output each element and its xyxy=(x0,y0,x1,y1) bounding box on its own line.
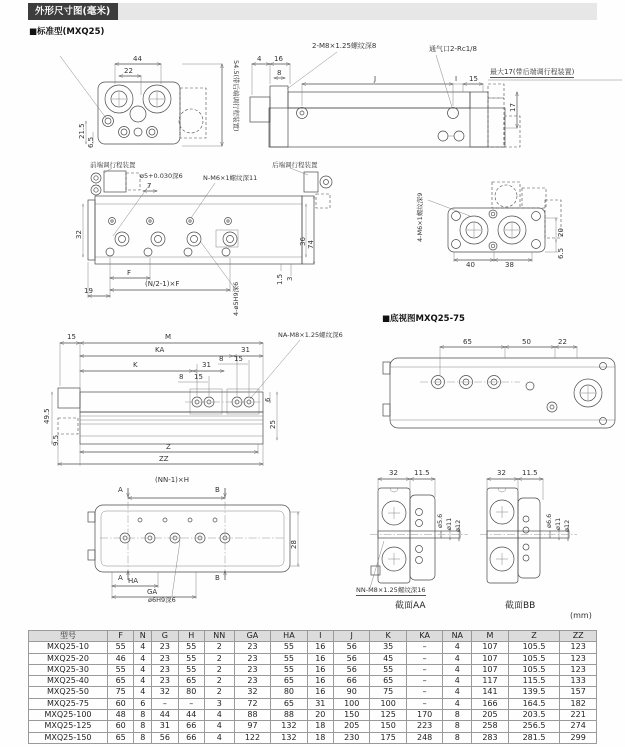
table-cell: 55 xyxy=(370,664,406,675)
table-cell: 3 xyxy=(204,698,234,709)
drawing-body-top-view xyxy=(83,168,332,298)
table-cell: 56 xyxy=(333,642,369,653)
table-cell: 16 xyxy=(307,664,333,675)
table-cell: 4 xyxy=(204,732,234,743)
table-cell: 65 xyxy=(108,732,134,743)
table-cell: 4 xyxy=(443,653,472,664)
caption-section-bb: 截面BB xyxy=(505,601,536,611)
dim-6-5-right: 6.5 xyxy=(557,247,565,259)
drawing-side-view-lower xyxy=(52,340,300,466)
callout-breather-port: 通气口2-Rc1/8 xyxy=(429,45,477,53)
dim-49-5: 49.5 xyxy=(43,408,51,424)
table-cell: 48 xyxy=(108,710,134,721)
table-cell: 65 xyxy=(108,676,134,687)
table-cell: – xyxy=(152,698,178,709)
table-cell: 122 xyxy=(234,732,270,743)
table-cell: 4 xyxy=(443,687,472,698)
table-cell: 133 xyxy=(560,676,597,687)
table-cell: 157 xyxy=(560,687,597,698)
table-row xyxy=(29,664,597,675)
table-cell: 283 xyxy=(472,732,508,743)
dim-19: 19 xyxy=(84,287,93,295)
table-cell: 139.5 xyxy=(508,687,560,698)
table-cell: 107 xyxy=(472,664,508,675)
model-cell: MXQ25-10 xyxy=(29,642,108,653)
column-header: I xyxy=(307,631,333,642)
dim-8-a: 8 xyxy=(219,355,224,363)
dim-32-bb: 32 xyxy=(497,469,506,477)
table-cell: 6 xyxy=(134,698,152,709)
table-cell: 35 xyxy=(370,642,406,653)
table-cell: 55 xyxy=(271,664,307,675)
table-cell: 132 xyxy=(271,732,307,743)
table-cell: 105.5 xyxy=(508,642,560,653)
table-cell: 223 xyxy=(406,721,442,732)
callout-nn-thread-m8: NN-M8×1.25螺纹深16 xyxy=(356,586,426,594)
table-cell: 55 xyxy=(271,653,307,664)
dim-44: 44 xyxy=(133,55,142,63)
dim-25: 25 xyxy=(269,420,277,429)
dim-50: 50 xyxy=(522,338,531,346)
table-cell: 55 xyxy=(178,664,204,675)
dim-15-b: 15 xyxy=(234,355,243,363)
dim-22: 22 xyxy=(124,67,133,75)
callout-thread-m6: N-M6×1螺纹深11 xyxy=(203,174,258,182)
dim-6-5: 6.5 xyxy=(87,136,95,148)
dim-15-c: 15 xyxy=(194,373,203,381)
column-header: H xyxy=(178,631,204,642)
dim-21-5: 21.5 xyxy=(78,123,86,139)
table-cell: 182 xyxy=(560,698,597,709)
table-cell: 65 xyxy=(178,676,204,687)
table-cell: 8 xyxy=(443,732,472,743)
dim-11-5-bb: 11.5 xyxy=(522,469,538,477)
column-header: N xyxy=(134,631,152,642)
column-header: F xyxy=(108,631,134,642)
table-cell: 221 xyxy=(560,710,597,721)
section-mark-a-top: A xyxy=(118,486,123,494)
table-cell: 123 xyxy=(560,642,597,653)
table-cell: 55 xyxy=(178,653,204,664)
table-cell: 2 xyxy=(204,664,234,675)
model-cell: MXQ25-75 xyxy=(29,698,108,709)
caption-section-aa: 截面AA xyxy=(395,601,426,611)
table-row xyxy=(29,710,597,721)
note-54-5-rear-stroke: 54.5(带后端调行程装置) xyxy=(232,60,240,132)
table-cell: 46 xyxy=(108,653,134,664)
table-cell: 4 xyxy=(204,721,234,732)
dim-31-a: 31 xyxy=(241,346,250,354)
table-cell: 8 xyxy=(134,710,152,721)
table-row xyxy=(29,642,597,653)
callout-front-stroke-adjuster: 前端调行程装置 xyxy=(90,161,136,169)
model-cell: MXQ25-20 xyxy=(29,653,108,664)
dim-zz: ZZ xyxy=(159,455,169,463)
column-header: KA xyxy=(406,631,442,642)
table-cell: 23 xyxy=(152,664,178,675)
dim-32-left: 32 xyxy=(75,230,83,239)
dim-16: 16 xyxy=(274,55,283,63)
table-cell: 88 xyxy=(271,710,307,721)
table-cell: 80 xyxy=(271,687,307,698)
table-cell: – xyxy=(406,642,442,653)
table-cell: 16 xyxy=(307,687,333,698)
table-cell: 2 xyxy=(204,642,234,653)
unit-note: (mm) xyxy=(570,611,592,620)
dim-ha: HA xyxy=(128,577,139,585)
table-cell: 65 xyxy=(271,698,307,709)
dim-40: 40 xyxy=(466,261,475,269)
table-cell: 90 xyxy=(333,687,369,698)
column-header: GA xyxy=(234,631,270,642)
dim-15: 15 xyxy=(469,75,478,83)
table-cell: 4 xyxy=(204,710,234,721)
table-cell: 55 xyxy=(178,642,204,653)
callout-mount-thread-m6: 4-M6×1螺纹深9 xyxy=(416,192,424,242)
table-row xyxy=(29,687,597,698)
dim-4: 4 xyxy=(257,55,262,63)
table-cell: 23 xyxy=(152,653,178,664)
table-row xyxy=(29,653,597,664)
table-cell: 8 xyxy=(443,721,472,732)
table-cell: 258 xyxy=(472,721,508,732)
section-heading-standard: ■标准型(MXQ25) xyxy=(29,27,105,37)
table-cell: 100 xyxy=(333,698,369,709)
table-row xyxy=(29,676,597,687)
dim-11-5-aa: 11.5 xyxy=(414,469,430,477)
dim-6-plate: 6 xyxy=(264,397,272,402)
table-cell: 123 xyxy=(560,664,597,675)
model-cell: MXQ25-125 xyxy=(29,721,108,732)
table-cell: 80 xyxy=(178,687,204,698)
table-cell: 105.5 xyxy=(508,653,560,664)
table-cell: 31 xyxy=(307,698,333,709)
table-cell: 170 xyxy=(406,710,442,721)
table-cell: 4 xyxy=(134,687,152,698)
table-cell: – xyxy=(406,664,442,675)
table-body xyxy=(29,642,597,744)
column-header: K xyxy=(370,631,406,642)
table-cell: 60 xyxy=(108,698,134,709)
column-header: M xyxy=(472,631,508,642)
table-cell: 150 xyxy=(370,721,406,732)
dim-z: Z xyxy=(166,443,171,451)
table-cell: – xyxy=(406,698,442,709)
table-cell: 107 xyxy=(472,642,508,653)
column-header: HA xyxy=(271,631,307,642)
table-cell: 123 xyxy=(560,653,597,664)
dim-28: 28 xyxy=(290,540,298,549)
callout-thread-m8: 2-M8×1.25螺纹深8 xyxy=(312,42,377,50)
table-cell: 2 xyxy=(204,687,234,698)
table-cell: 56 xyxy=(333,664,369,675)
table-cell: 88 xyxy=(234,710,270,721)
drawing-end-view-side xyxy=(428,182,561,262)
dim-m: M xyxy=(165,333,172,341)
table-cell: 23 xyxy=(152,676,178,687)
table-cell: 4 xyxy=(443,642,472,653)
table-cell: 32 xyxy=(152,687,178,698)
table-cell: 56 xyxy=(152,732,178,743)
dim-32-aa: 32 xyxy=(389,469,398,477)
table-cell: 44 xyxy=(152,710,178,721)
column-header: Z xyxy=(508,631,560,642)
dim-36: 36 xyxy=(299,237,307,246)
table-cell: 150 xyxy=(333,710,369,721)
table-cell: 55 xyxy=(108,664,134,675)
table-row xyxy=(29,732,597,743)
table-cell: 75 xyxy=(108,687,134,698)
dim-1-5: 1.5 xyxy=(276,273,284,285)
callout-na-thread-m8: NA-M8×1.25螺纹深6 xyxy=(278,331,343,339)
dim-74: 74 xyxy=(307,240,315,249)
dim-n2-1xf: (N/2-1)×F xyxy=(145,280,180,288)
table-cell: 4 xyxy=(134,653,152,664)
table-cell: 32 xyxy=(234,687,270,698)
dim-65: 65 xyxy=(463,338,472,346)
dim-20: 20 xyxy=(557,228,565,237)
table-cell: 107 xyxy=(472,653,508,664)
table-cell: 2 xyxy=(204,676,234,687)
table-cell: 205 xyxy=(333,721,369,732)
table-cell: 8 xyxy=(134,721,152,732)
table-cell: 141 xyxy=(472,687,508,698)
table-cell: 230 xyxy=(333,732,369,743)
dim-7: 7 xyxy=(147,182,152,190)
drawing-side-view-top xyxy=(250,52,622,147)
dim-3: 3 xyxy=(286,276,294,281)
table-cell: 31 xyxy=(152,721,178,732)
dim-38: 38 xyxy=(505,261,514,269)
table-cell: 45 xyxy=(370,653,406,664)
table-cell: 125 xyxy=(370,710,406,721)
dimension-table xyxy=(28,630,597,744)
table-cell: 23 xyxy=(234,664,270,675)
dim-j: J xyxy=(374,75,377,83)
dim-dia-6-6: ø6.6 xyxy=(545,513,553,528)
table-cell: 115.5 xyxy=(508,676,560,687)
table-cell: – xyxy=(406,676,442,687)
dim-31-b: 31 xyxy=(202,361,211,369)
table-cell: 20 xyxy=(307,710,333,721)
table-cell: 18 xyxy=(307,721,333,732)
table-cell: 65 xyxy=(271,676,307,687)
dim-9-5: 9.5 xyxy=(52,434,60,446)
table-cell: 4 xyxy=(443,664,472,675)
column-header: ZZ xyxy=(560,631,597,642)
table-cell: 166 xyxy=(472,698,508,709)
section-heading-bottom-view: ■底视图MXQ25-75 xyxy=(382,314,465,324)
dim-dia-11-bb: ø11 xyxy=(554,517,562,530)
table-cell: 299 xyxy=(560,732,597,743)
column-header: J xyxy=(333,631,369,642)
dim-f: F xyxy=(127,269,132,277)
dim-nn-1xh: (NN-1)×H xyxy=(155,476,190,484)
table-cell: 4 xyxy=(134,642,152,653)
section-mark-a-bottom: A xyxy=(118,574,123,582)
dim-dia-5-6: ø5.6 xyxy=(436,513,444,528)
table-cell: 248 xyxy=(406,732,442,743)
drawing-table-top-view xyxy=(88,488,300,599)
table-cell: 23 xyxy=(234,653,270,664)
dim-17: 17 xyxy=(509,103,517,112)
table-cell: 66 xyxy=(178,732,204,743)
drawing-bottom-view xyxy=(383,347,615,428)
drawing-section-aa xyxy=(370,479,468,588)
table-cell: 205 xyxy=(472,710,508,721)
table-cell: 281.5 xyxy=(508,732,560,743)
table-cell: 164.5 xyxy=(508,698,560,709)
table-cell: 23 xyxy=(234,642,270,653)
table-cell: 105.5 xyxy=(508,664,560,675)
table-cell: 65 xyxy=(370,676,406,687)
callout-rear-stroke-adjuster: 后端调行程装置 xyxy=(272,161,318,169)
table-cell: 55 xyxy=(108,642,134,653)
table-cell: – xyxy=(178,698,204,709)
table-cell: 2 xyxy=(204,653,234,664)
column-header: G xyxy=(152,631,178,642)
model-cell: MXQ25-100 xyxy=(29,710,108,721)
table-cell: 23 xyxy=(152,642,178,653)
table-cell: 72 xyxy=(234,698,270,709)
table-cell: 16 xyxy=(307,676,333,687)
column-header: 型号 xyxy=(29,631,108,642)
table-cell: – xyxy=(406,687,442,698)
callout-pin-hole: ø5+0.030深6 xyxy=(140,172,183,180)
table-row xyxy=(29,698,597,709)
table-cell: 66 xyxy=(333,676,369,687)
note-max-17: 最大17(带后端调行程装置) xyxy=(490,68,575,76)
table-cell: 8 xyxy=(443,710,472,721)
model-cell: MXQ25-40 xyxy=(29,676,108,687)
dim-k: K xyxy=(133,361,138,369)
section-mark-b-bottom: B xyxy=(215,574,220,582)
table-cell: 4 xyxy=(134,676,152,687)
table-cell: 203.5 xyxy=(508,710,560,721)
dim-8: 8 xyxy=(277,69,282,77)
table-cell: – xyxy=(406,653,442,664)
table-cell: 97 xyxy=(234,721,270,732)
dim-8-b: 8 xyxy=(179,373,184,381)
callout-pin-hole-3: ø6H9深6 xyxy=(148,596,176,604)
table-cell: 117 xyxy=(472,676,508,687)
column-header: NN xyxy=(204,631,234,642)
table-cell: 55 xyxy=(271,642,307,653)
table-cell: 175 xyxy=(370,732,406,743)
dim-ga: GA xyxy=(147,588,158,596)
model-cell: MXQ25-150 xyxy=(29,732,108,743)
dim-ka: KA xyxy=(155,346,165,354)
table-cell: 4 xyxy=(443,676,472,687)
model-cell: MXQ25-50 xyxy=(29,687,108,698)
dim-dia-11-aa: ø11 xyxy=(445,517,453,530)
table-cell: 60 xyxy=(108,721,134,732)
table-cell: 4 xyxy=(443,698,472,709)
table-cell: 16 xyxy=(307,653,333,664)
table-cell: 100 xyxy=(370,698,406,709)
table-cell: 16 xyxy=(307,642,333,653)
table-cell: 132 xyxy=(271,721,307,732)
dim-22-b: 22 xyxy=(558,338,567,346)
page-title: 外形尺寸图(毫米) xyxy=(28,3,118,20)
table-cell: 256.5 xyxy=(508,721,560,732)
callout-pin-hole-2: 4-ø5H9深6 xyxy=(232,281,240,316)
table-cell: 44 xyxy=(178,710,204,721)
table-header-row xyxy=(29,631,597,642)
dim-i: I xyxy=(455,75,458,83)
dim-dia-12-aa: ø12 xyxy=(454,519,462,532)
table-row xyxy=(29,721,597,732)
dim-dia-12-bb: ø12 xyxy=(563,519,571,532)
section-mark-b-top: B xyxy=(215,486,220,494)
table-cell: 56 xyxy=(333,653,369,664)
table-cell: 66 xyxy=(178,721,204,732)
table-cell: 274 xyxy=(560,721,597,732)
model-cell: MXQ25-30 xyxy=(29,664,108,675)
dim-15-left: 15 xyxy=(67,333,76,341)
table-cell: 75 xyxy=(370,687,406,698)
table-cell: 4 xyxy=(134,664,152,675)
table-cell: 8 xyxy=(134,732,152,743)
column-header: NA xyxy=(443,631,472,642)
table-cell: 23 xyxy=(234,676,270,687)
table-cell: 18 xyxy=(307,732,333,743)
